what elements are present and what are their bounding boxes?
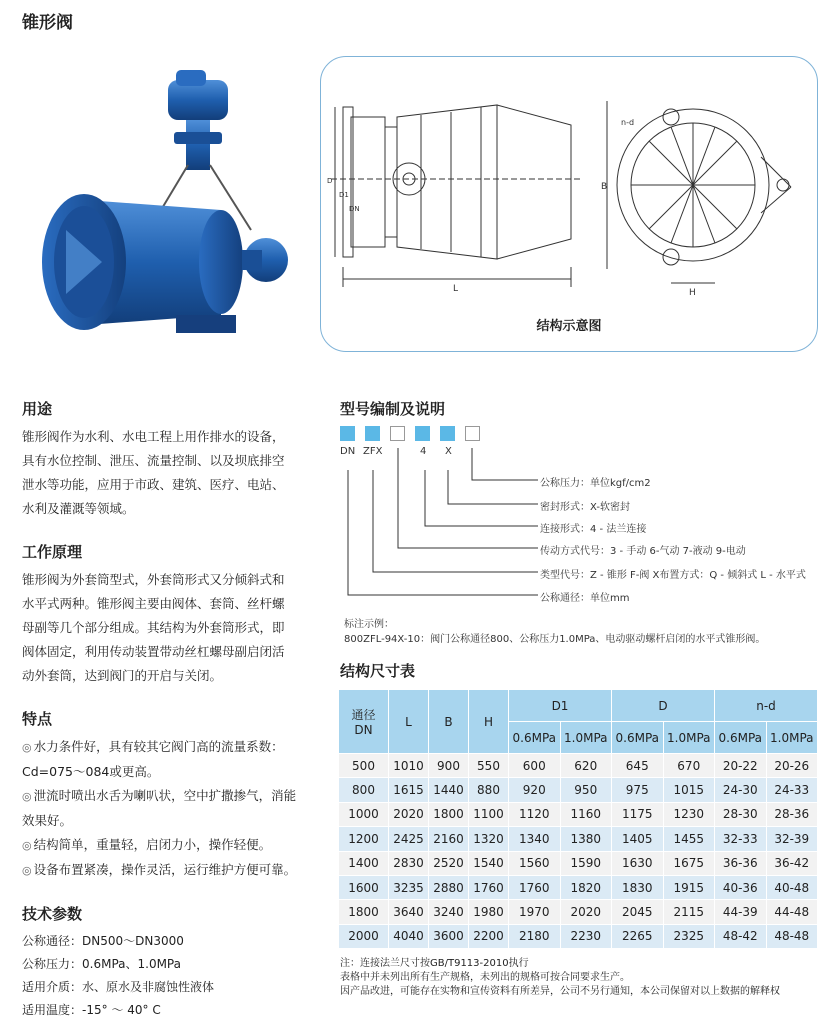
- table-cell: 40-48: [766, 875, 818, 899]
- table-cell: 1615: [389, 778, 429, 802]
- table-cell: 950: [560, 778, 612, 802]
- table-cell: 28-36: [766, 802, 818, 826]
- table-cell: 2200: [469, 924, 509, 948]
- table-cell: 880: [469, 778, 509, 802]
- table-row: [339, 754, 818, 778]
- note-line: 注：连接法兰尺寸按GB/T9113-2010执行: [340, 958, 529, 969]
- usage-line: 水利及灌溉等领域。: [22, 501, 135, 516]
- feature-line: ◎ 泄流时喷出水舌为喇叭状，空中扩撒掺气，消能: [22, 788, 297, 803]
- principle-line: 母副等几个部分组成。其结构为外套筒形式，即: [22, 620, 285, 635]
- dimension-table: [338, 689, 818, 949]
- table-cell: 1010: [389, 754, 429, 778]
- table-cell: 1540: [469, 851, 509, 875]
- table-cell: 1015: [663, 778, 715, 802]
- table-cell: 2115: [663, 900, 715, 924]
- sub-header: 1.0MPa: [663, 722, 715, 754]
- feature-line: ◎ 水力条件好，具有较其它阀门高的流量系数：: [22, 739, 284, 754]
- table-cell: 44-39: [715, 900, 767, 924]
- page-title: 锥形阀: [22, 13, 73, 33]
- example-title: 标注示例：: [344, 619, 394, 630]
- table-cell: 1800: [429, 802, 469, 826]
- feature-line: ◎ 结构简单，重量轻，启闭力小，操作轻便。: [22, 837, 272, 852]
- legend-item: 传动方式代号：3 - 手动 6-气动 7-液动 9-电动: [540, 546, 746, 557]
- tech-line: 公称通径：DN500～DN3000: [22, 934, 184, 948]
- table-cell: 2325: [663, 924, 715, 948]
- table-cell: 2880: [429, 875, 469, 899]
- bullet-icon: ◎: [22, 790, 32, 803]
- col-header-b: B: [429, 690, 469, 754]
- table-cell: 1120: [509, 802, 561, 826]
- table-cell: 3640: [389, 900, 429, 924]
- table-cell: 3235: [389, 875, 429, 899]
- legend-item: 连接形式：4 - 法兰连接: [540, 524, 647, 535]
- table-cell: 2520: [429, 851, 469, 875]
- code-label: 4: [420, 446, 427, 457]
- principle-line: 水平式两种。锥形阀主要由阀体、套筒、丝杆螺: [22, 596, 285, 611]
- table-cell: 2230: [560, 924, 612, 948]
- table-cell: 1630: [612, 851, 664, 875]
- table-cell: 645: [612, 754, 664, 778]
- table-cell: 2265: [612, 924, 664, 948]
- table-cell: 2020: [560, 900, 612, 924]
- table-cell: 3240: [429, 900, 469, 924]
- structure-diagram: [320, 56, 818, 352]
- table-cell: 3600: [429, 924, 469, 948]
- sub-header: 1.0MPa: [766, 722, 818, 754]
- code-label: DN: [340, 446, 356, 457]
- notes: [340, 957, 780, 999]
- table-cell: 1675: [663, 851, 715, 875]
- table-cell: 36-42: [766, 851, 818, 875]
- table-cell: 500: [339, 754, 389, 778]
- diagram-caption: 结构示意图: [536, 319, 602, 334]
- feature-line: 效果好。: [22, 813, 73, 828]
- table-cell: 1980: [469, 900, 509, 924]
- table-cell: 44-48: [766, 900, 818, 924]
- table-row: [339, 875, 818, 899]
- col-header-l: L: [389, 690, 429, 754]
- table-cell: 20-26: [766, 754, 818, 778]
- table-cell: 1455: [663, 827, 715, 851]
- table-cell: 1820: [560, 875, 612, 899]
- code-box: [465, 426, 480, 441]
- table-cell: 1320: [469, 827, 509, 851]
- usage-line: 具有水位控制、泄压、流量控制、以及坝底排空: [22, 453, 285, 468]
- dim-label-h: H: [689, 288, 696, 298]
- table-cell: 1340: [509, 827, 561, 851]
- table-row: [339, 900, 818, 924]
- table-cell: 600: [509, 754, 561, 778]
- code-box: [365, 426, 380, 441]
- table-cell: 1760: [509, 875, 561, 899]
- left-column: [22, 398, 306, 1022]
- table-row: [339, 778, 818, 802]
- col-header-d1: D1: [509, 690, 612, 722]
- principle-heading: 工作原理: [22, 543, 83, 561]
- table-cell: 1800: [339, 900, 389, 924]
- table-cell: 20-22: [715, 754, 767, 778]
- table-cell: 1380: [560, 827, 612, 851]
- table-row: [339, 851, 818, 875]
- table-cell: 36-36: [715, 851, 767, 875]
- col-header-nd: n-d: [715, 690, 818, 722]
- feature-line: Cd=075～084或更高。: [22, 764, 160, 779]
- table-cell: 2160: [429, 827, 469, 851]
- table-cell: 2020: [389, 802, 429, 826]
- usage-line: 锥形阀作为水利、水电工程上用作排水的设备，: [22, 429, 285, 444]
- table-cell: 1405: [612, 827, 664, 851]
- table-cell: 1160: [560, 802, 612, 826]
- table-cell: 1915: [663, 875, 715, 899]
- table-cell: 1760: [469, 875, 509, 899]
- tech-line: 适用温度：-15° ～ 40° C: [22, 1003, 161, 1017]
- legend-item: 公称通径：单位mm: [540, 593, 630, 604]
- table-heading: 结构尺寸表: [340, 662, 416, 680]
- feature-line: ◎ 设备布置紧凑，操作灵活，运行维护方便可靠。: [22, 862, 297, 877]
- sub-header: 1.0MPa: [560, 722, 612, 754]
- table-cell: 1200: [339, 827, 389, 851]
- table-cell: 920: [509, 778, 561, 802]
- sub-header: 0.6MPa: [715, 722, 767, 754]
- table-cell: 1400: [339, 851, 389, 875]
- sub-header: 0.6MPa: [509, 722, 561, 754]
- tech-line: 公称压力：0.6MPa、1.0MPa: [22, 957, 181, 971]
- usage-line: 泄水等功能，应用于市政、建筑、医疗、电站、: [22, 477, 285, 492]
- note-line: 表格中并未列出所有生产规格，未列出的规格可按合同要求生产。: [340, 972, 630, 983]
- dim-label-d: D: [327, 177, 333, 185]
- product-photo: [16, 60, 306, 350]
- legend-item: 类型代号：Z - 锥形 F-阀 X布置方式：Q - 倾斜式 L - 水平式: [540, 570, 806, 581]
- table-body: [339, 754, 818, 949]
- table-cell: 24-33: [766, 778, 818, 802]
- tech-line: 适用介质：水、原水及非腐蚀性液体: [22, 980, 215, 994]
- bullet-icon: ◎: [22, 741, 32, 754]
- table-cell: 1590: [560, 851, 612, 875]
- code-label: X: [445, 446, 452, 457]
- table-cell: 1175: [612, 802, 664, 826]
- model-leader-lines: [340, 440, 540, 610]
- table-cell: 2830: [389, 851, 429, 875]
- table-cell: 1000: [339, 802, 389, 826]
- table-row: [339, 924, 818, 948]
- table-cell: 620: [560, 754, 612, 778]
- sub-header: 0.6MPa: [612, 722, 664, 754]
- table-cell: 670: [663, 754, 715, 778]
- col-header-h: H: [469, 690, 509, 754]
- dim-label-b: B: [601, 182, 608, 192]
- bullet-icon: ◎: [22, 864, 32, 877]
- table-cell: 800: [339, 778, 389, 802]
- code-box: [340, 426, 355, 441]
- model-heading: 型号编制及说明: [340, 400, 446, 418]
- tech-heading: 技术参数: [22, 905, 83, 923]
- table-cell: 28-30: [715, 802, 767, 826]
- table-cell: 24-30: [715, 778, 767, 802]
- table-cell: 1830: [612, 875, 664, 899]
- code-box: [440, 426, 455, 441]
- table-cell: 2180: [509, 924, 561, 948]
- table-row: [339, 827, 818, 851]
- legend-item: 公称压力：单位kgf/cm2: [540, 478, 651, 489]
- features-heading: 特点: [22, 710, 53, 728]
- code-box: [415, 426, 430, 441]
- dim-label-dn: DN: [349, 205, 360, 213]
- table-cell: 1560: [509, 851, 561, 875]
- table-cell: 1600: [339, 875, 389, 899]
- table-cell: 1100: [469, 802, 509, 826]
- table-cell: 2425: [389, 827, 429, 851]
- table-cell: 32-33: [715, 827, 767, 851]
- bullet-icon: ◎: [22, 839, 32, 852]
- table-cell: 1970: [509, 900, 561, 924]
- code-label: ZFX: [363, 446, 383, 457]
- table-cell: 975: [612, 778, 664, 802]
- table-row: [339, 802, 818, 826]
- table-cell: 900: [429, 754, 469, 778]
- table-cell: 48-48: [766, 924, 818, 948]
- table-cell: 48-42: [715, 924, 767, 948]
- table-cell: 32-39: [766, 827, 818, 851]
- principle-line: 动外套筒，达到阀门的开启与关闭。: [22, 668, 223, 683]
- dim-label-d1: D1: [339, 191, 349, 199]
- note-line: 因产品改进，可能存在实物和宣传资料有所差异，公司不另行通知，本公司保留对以上数据的解释权: [340, 986, 780, 997]
- dim-label-nd: n-d: [621, 118, 635, 127]
- principle-line: 阀体固定，利用传动装置带动丝杠螺母副启闭活: [22, 644, 285, 659]
- table-cell: 1440: [429, 778, 469, 802]
- table-cell: 2000: [339, 924, 389, 948]
- principle-line: 锥形阀为外套筒型式，外套筒形式又分倾斜式和: [22, 572, 285, 587]
- table-cell: 4040: [389, 924, 429, 948]
- table-cell: 550: [469, 754, 509, 778]
- example-text: 800ZFL-94X-10：阀门公称通径800、公称压力1.0MPa、电动驱动螺杆启闭的水平式锥形阀。: [344, 634, 766, 645]
- code-box: [390, 426, 405, 441]
- table-cell: 2045: [612, 900, 664, 924]
- table-cell: 1230: [663, 802, 715, 826]
- col-header-dn: 通径 DN: [339, 690, 389, 754]
- legend-item: 密封形式：X-软密封: [540, 502, 630, 513]
- col-header-d: D: [612, 690, 715, 722]
- table-cell: 40-36: [715, 875, 767, 899]
- dim-label-l: L: [453, 284, 459, 294]
- usage-heading: 用途: [22, 400, 53, 418]
